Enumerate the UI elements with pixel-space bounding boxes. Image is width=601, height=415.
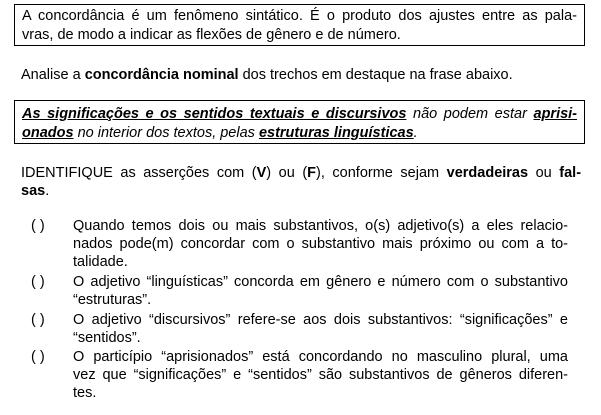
identify-line-2 xyxy=(21,182,49,200)
item-1-line-1: Quando temos dois ou mais substantivos, o(s) adjetivo(s) a eles relacio- xyxy=(73,218,568,234)
item-2-marker[interactable]: ( ) xyxy=(31,274,45,290)
item-4-line-3: tes. xyxy=(73,385,97,401)
instruction-bold: concordância nominal xyxy=(84,67,239,83)
item-4-line-1: O particípio “aprisionados” está concordando no masculino plural, uma xyxy=(73,349,568,365)
item-2-line-1: O adjetivo “linguísticas” concorda em gênero e número com o substantivo xyxy=(73,274,568,290)
intro-line-2: vras, de modo a indicar as flexões de gênero e de número. xyxy=(22,27,401,43)
sentence-line-1 xyxy=(22,105,577,123)
item-3-line-1: O adjetivo “discursivos” refere-se aos dois substantivos: “significações” e xyxy=(73,312,568,328)
identify-falsas-2: sas xyxy=(21,183,46,199)
identify-mid2: ), conforme sejam xyxy=(316,165,447,181)
item-3-line-2: “sentidos”. xyxy=(73,330,141,346)
item-2-line-2: “estruturas”. xyxy=(73,292,152,308)
sentence-line-2 xyxy=(22,124,577,142)
identify-line-1 xyxy=(21,164,581,182)
identify-falsas-1: fal- xyxy=(559,165,582,181)
intro-box xyxy=(14,4,585,46)
sentence-text-2: no interior dos textos, pelas xyxy=(73,125,259,141)
identify-verdadeiras: verdadeiras xyxy=(446,165,529,181)
item-3-marker[interactable]: ( ) xyxy=(31,312,45,328)
identify-mid1: ) ou ( xyxy=(266,165,308,181)
sentence-highlight-3: estruturas linguísticas xyxy=(258,125,414,141)
instruction-suffix: dos trechos em destaque na frase abaixo. xyxy=(238,67,513,83)
item-1-line-3: talidade. xyxy=(73,254,128,270)
instruction-prefix: Analise a xyxy=(21,67,85,83)
sentence-box xyxy=(14,100,585,144)
identify-v: V xyxy=(256,165,267,181)
intro-line-1: A concordância é um fenômeno sintático. É o produto dos ajustes entre as pala- xyxy=(22,8,577,24)
sentence-highlight-2b: onados xyxy=(22,125,74,141)
sentence-highlight-2: aprisi- xyxy=(533,106,578,122)
item-1-marker[interactable]: ( ) xyxy=(31,218,45,234)
sentence-text-1: não podem estar xyxy=(406,106,534,122)
identify-mid3: ou xyxy=(528,165,560,181)
item-1-line-2: nados pode(m) concordar com o substantivo mais próximo ou com a to- xyxy=(73,236,568,252)
identify-prefix: IDENTIFIQUE as asserções com ( xyxy=(21,165,257,181)
instruction-paragraph xyxy=(21,66,513,84)
identify-end: . xyxy=(45,183,50,199)
sentence-period: . xyxy=(413,125,418,141)
item-4-marker[interactable]: ( ) xyxy=(31,349,45,365)
identify-f: F xyxy=(307,165,317,181)
sentence-highlight-1: As significações e os sentidos textuais e discursivos xyxy=(22,106,407,122)
item-4-line-2: vez que “significações” e “sentidos” são substantivos de gêneros diferen- xyxy=(73,367,568,383)
